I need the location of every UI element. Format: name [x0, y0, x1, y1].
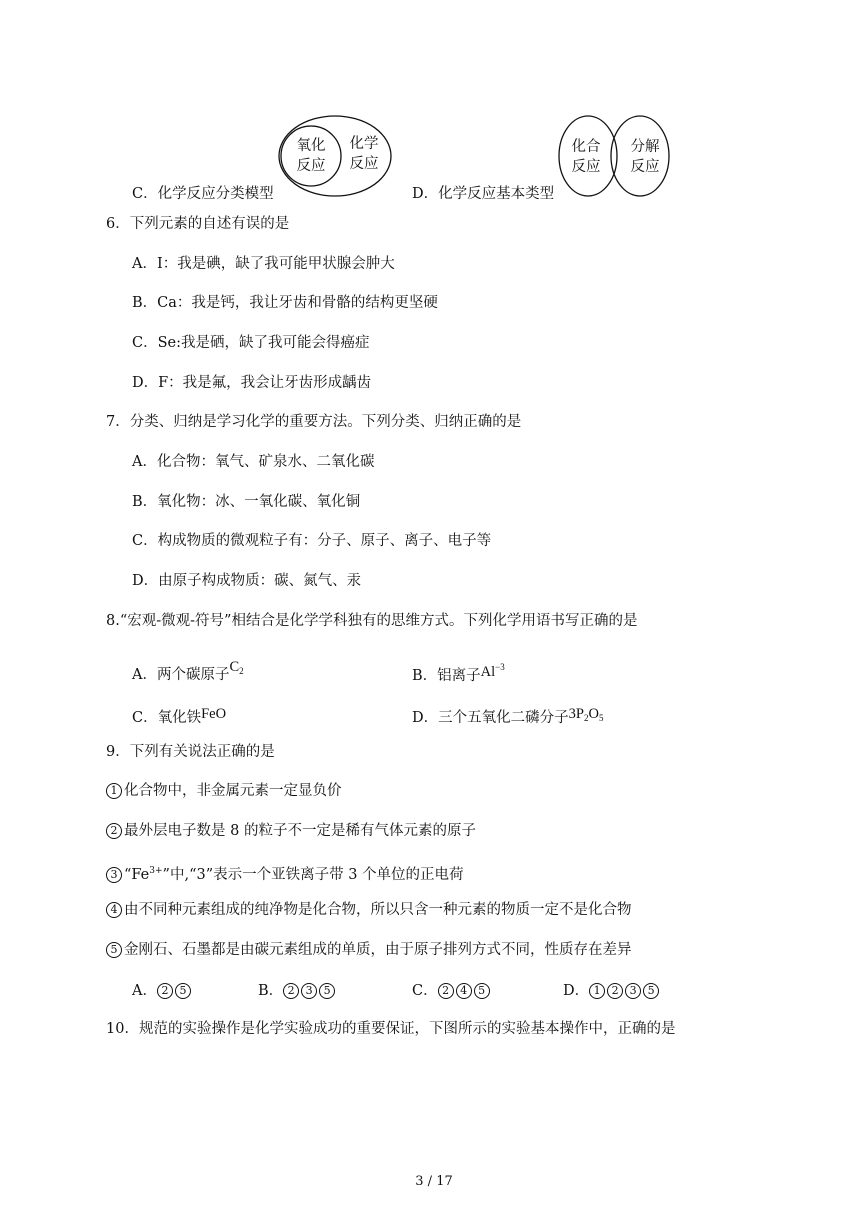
q6-option-d: D．F：我是氟，我会让牙齿形成龋齿	[132, 375, 372, 391]
q9-option-d: D． 1 2 3 5	[563, 981, 661, 1001]
q8-option-c	[132, 704, 226, 728]
q7-stem: 7．分类、归纳是学习化学的重要方法。下列分类、归纳正确的是	[106, 414, 522, 430]
circled-number: 1	[106, 783, 122, 799]
q6-stem: 6．下列元素的自述有误的是	[106, 216, 290, 232]
inner-ellipse	[281, 126, 341, 186]
inner-label-2: 反应	[296, 158, 326, 174]
q5-option-c: C．化学反应分类模型	[132, 186, 274, 202]
q9-option-a: A． 2 5	[132, 981, 193, 1001]
circled-number: 3	[106, 867, 122, 883]
right-label-2: 反应	[630, 159, 660, 175]
q8-option-a	[132, 657, 244, 685]
q8-c-text: C．氧化铁	[132, 710, 202, 726]
q9-statement-5: 5 金刚石、石墨都是由碳元素组成的单质，由于原子排列方式不同，性质存在差异	[106, 940, 632, 960]
q8-option-b	[412, 657, 505, 686]
q6-option-c: C．Se:我是硒，缺了我可能会得癌症	[132, 335, 370, 351]
q8-b-text: B．铝离子	[412, 668, 481, 684]
q8-option-d	[412, 704, 603, 728]
q8-b-symbol: $Al^{-3}$	[480, 662, 505, 680]
q9-option-c: C． 2 4 5	[412, 981, 492, 1001]
q7-option-c: C．构成物质的微观粒子有：分子、原子、离子、电子等	[132, 533, 492, 549]
q7-option-a: A．化合物：氧气、矿泉水、二氧化碳	[132, 454, 375, 470]
q8-a-text: A．两个碳原子	[132, 667, 230, 683]
circled-number: 5	[106, 942, 122, 958]
inner-label-1: 氧化	[296, 138, 326, 154]
circled-number: 2	[106, 823, 122, 839]
q7-option-b: B．氧化物：冰、一氧化碳、氧化铜	[132, 494, 361, 510]
q9-option-b: B． 2 3 5	[258, 981, 337, 1001]
diagram-c-nested	[276, 110, 396, 202]
q8-d-text: D．三个五氧化二磷分子	[412, 710, 569, 726]
q8-c-symbol: FeO	[201, 706, 227, 722]
outer-label-1: 化学	[349, 136, 379, 152]
diagram-d-overlap	[556, 110, 676, 202]
q6-option-b: B．Ca：我是钙，我让牙齿和骨骼的结构更坚硬	[132, 295, 438, 311]
page-number: 3 / 17	[415, 1174, 453, 1189]
outer-label-2: 反应	[349, 156, 379, 172]
circled-number: 4	[106, 902, 122, 918]
q8-d-symbol: $3P_2O_5$	[568, 706, 604, 723]
right-label-1: 分解	[630, 139, 660, 155]
q8-a-symbol: $C_2$	[229, 659, 244, 676]
right-ellipse	[611, 116, 669, 196]
q6-option-a: A．I：我是碘，缺了我可能甲状腺会肿大	[132, 256, 395, 272]
q9-statement-1: 1 化合物中，非金属元素一定显负价	[106, 781, 342, 801]
q7-option-d: D．由原子构成物质：碳、氮气、汞	[132, 573, 362, 589]
q5-option-d: D．化学反应基本类型	[412, 186, 555, 202]
q8-stem: 8.“宏观-微观-符号”相结合是化学学科独有的思维方式。下列化学用语书写正确的是	[106, 613, 638, 629]
left-ellipse	[559, 116, 617, 196]
q10-stem: 10．规范的实验操作是化学实验成功的重要保证，下图所示的实验基本操作中，正确的是	[106, 1021, 676, 1037]
q9-statement-4: 4 由不同种元素组成的纯净物是化合物，所以只含一种元素的物质一定不是化合物	[106, 900, 632, 920]
q9-statement-3: 3 “$Fe^{3+}$”中,“3”表示一个亚铁离子带 3 个单位的正电荷	[106, 861, 464, 885]
left-label-1: 化合	[571, 139, 601, 155]
left-label-2: 反应	[571, 159, 601, 175]
q9-statement-2: 2 最外层电子数是 8 的粒子不一定是稀有气体元素的原子	[106, 821, 476, 841]
q9-stem: 9．下列有关说法正确的是	[106, 744, 275, 760]
